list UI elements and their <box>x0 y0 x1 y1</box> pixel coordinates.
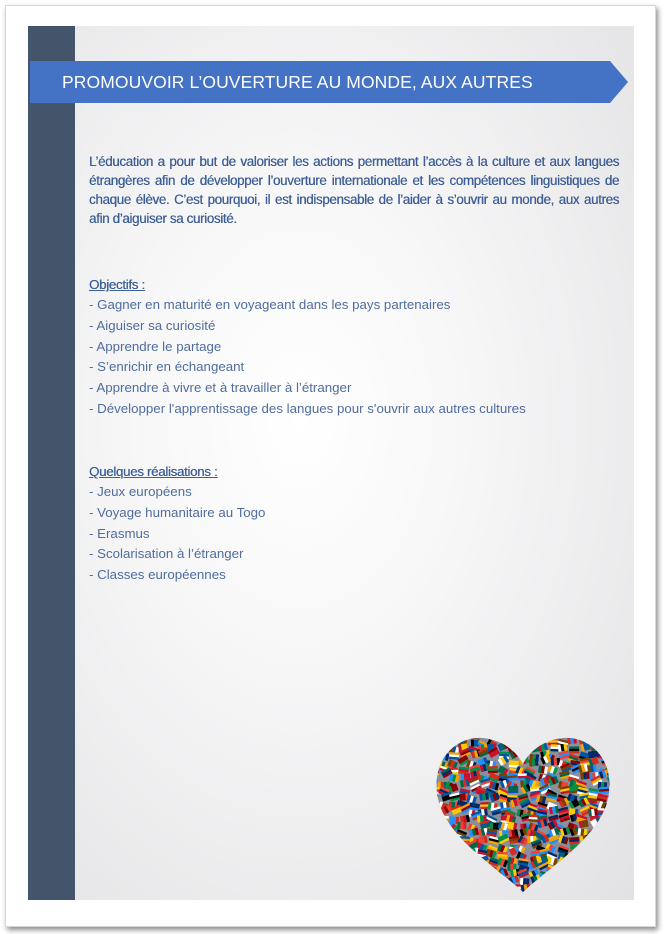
list-item: - Erasmus <box>89 525 150 541</box>
list-item: - Jeux européens <box>89 484 192 499</box>
list-item: - Aiguiser sa curiosité <box>89 317 216 333</box>
list-item: - Apprendre le partage <box>89 338 222 354</box>
list-item: - Voyage humanitaire au Togo <box>89 504 266 520</box>
list-item: - Classes européennes <box>89 567 226 583</box>
intro-paragraph: L’éducation a pour but de valoriser les actions permettant l’accès à la culture et aux langues étrangères afin de développer l’ouverture internationale et les compétences linguistiques de chaque élève. C’est pourquoi, il est indispensable de l’aider à s’ouvrir au monde, aux autres afin d’aiguiser sa curiosité. <box>89 154 619 226</box>
list-item: - Développer l'apprentissage des langues pour s'ouvrir aux autres cultures <box>89 400 526 416</box>
objectives-heading: Objectifs : <box>89 277 145 292</box>
list-item: - S’enrichir en échangeant <box>89 359 245 375</box>
left-sidebar-stripe <box>28 26 75 900</box>
achievements-list <box>89 482 629 586</box>
list-item: - Scolarisation à l’étranger <box>89 546 244 562</box>
page-title: PROMOUVOIR L’OUVERTURE AU MONDE, AUX AUTRES <box>62 72 533 92</box>
list-item: - Apprendre à vivre et à travailler à l’étranger <box>89 380 352 396</box>
flags-heart-image <box>433 734 613 894</box>
achievements-section <box>89 461 629 586</box>
objectives-list <box>89 295 629 420</box>
title-banner <box>30 61 628 103</box>
list-item: - Gagner en maturité en voyageant dans les pays partenaires <box>89 297 451 312</box>
flag-mosaic-icon <box>433 734 613 894</box>
achievements-heading: Quelques réalisations : <box>89 464 218 479</box>
objectives-section <box>89 274 629 420</box>
